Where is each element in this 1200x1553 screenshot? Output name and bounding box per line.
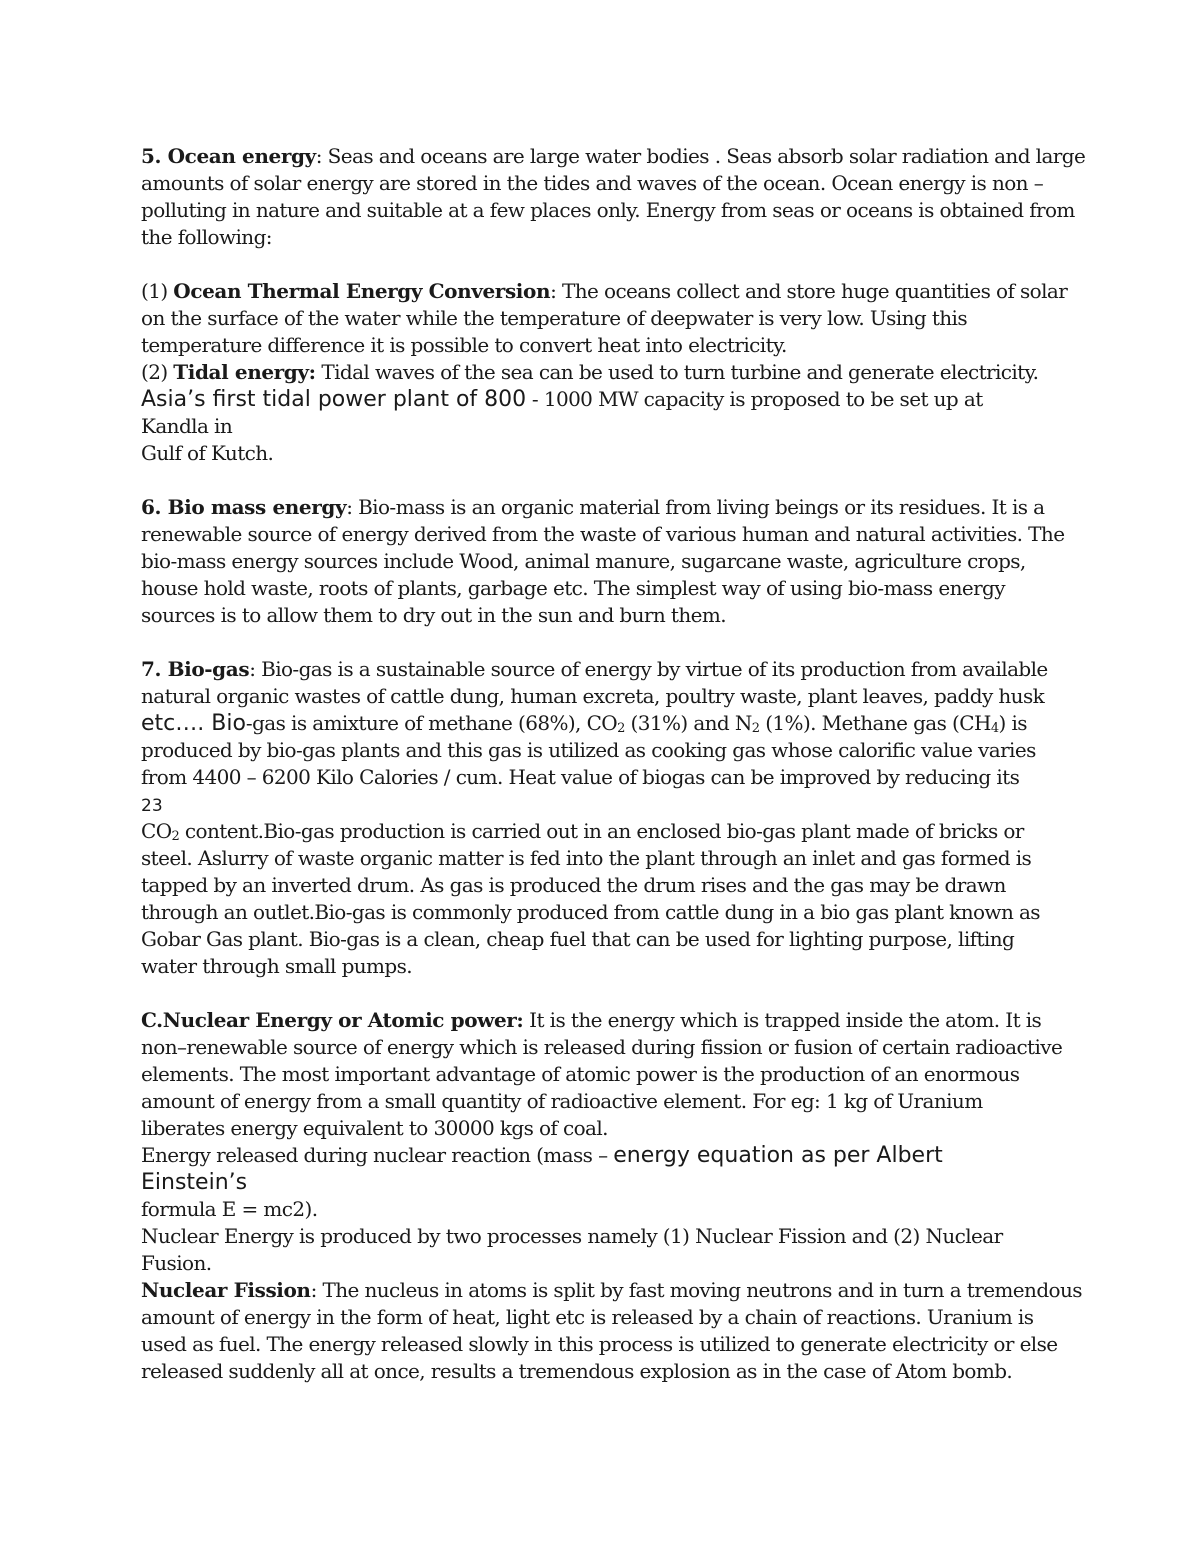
tidal-text: Tidal waves of the sea can be used to turn turbine and generate electricity. (315, 360, 1039, 384)
otec-line-1 (141, 278, 1066, 305)
nuclear-text: It is the energy which is trapped inside the atom. It is (523, 1008, 1042, 1032)
biogas-line-2: natural organic wastes of cattle dung, human excreta, poultry waste, plant leaves, paddy husk (141, 684, 1045, 708)
biomass-heading: 6. Bio mass energy (141, 495, 347, 519)
biogas-line-8: tapped by an inverted drum. As gas is produced the drum rises and the gas may be drawn (141, 873, 1006, 897)
biogas-text-3d: ) is (998, 711, 1027, 735)
biogas-text-6b: content.Bio-gas production is carried out in an enclosed bio-gas plant made of bricks or (179, 819, 1024, 843)
nuclear-highlight-2: Einstein’s (141, 1170, 248, 1195)
otec-number: (1) (141, 279, 174, 303)
fission-text: : The nucleus in atoms is split by fast moving neutrons and in turn a tremendous (310, 1278, 1082, 1302)
otec-text: : The oceans collect and store huge quantities of solar (550, 279, 1068, 303)
tidal-line-3: Kandla in (141, 414, 233, 438)
biogas-text-3c: (1%). Methane gas (CH (759, 711, 991, 735)
tidal-text-2: - 1000 MW capacity is proposed to be set up at (526, 387, 983, 411)
document-page (141, 143, 1086, 1385)
nuclear-line-6 (141, 1142, 1066, 1169)
biogas-heading: 7. Bio-gas (141, 657, 250, 681)
biogas-line-7: steel. Aslurry of waste organic matter is fed into the plant through an inlet and gas formed is (141, 846, 1032, 870)
fission-heading: Nuclear Fission (141, 1278, 311, 1302)
biogas-line-11: water through small pumps. (141, 954, 413, 978)
nuclear-line-1 (141, 1007, 1066, 1034)
nuclear-line-2: non–renewable source of energy which is released during fission or fusion of certain radioactive (141, 1035, 1063, 1059)
biogas-text-6a: CO (141, 819, 172, 843)
page-number (141, 791, 1066, 818)
nuclear-line-10: Fusion. (141, 1251, 212, 1275)
tidal-line-2 (141, 386, 1066, 413)
biomass-line-3: bio-mass energy sources include Wood, animal manure, sugarcane waste, agriculture crops, (141, 549, 1026, 573)
biomass-text: : Bio-mass is an organic material from living beings or its residues. It is a (346, 495, 1045, 519)
fission-line-2: amount of energy in the form of heat, light etc is released by a chain of reactions. Uranium is (141, 1305, 1034, 1329)
biogas-line-4: produced by bio-gas plants and this gas is utilized as cooking gas whose calorific value varies (141, 738, 1036, 762)
subscript: 2 (171, 829, 180, 844)
nuclear-line-4: amount of energy from a small quantity of radioactive element. For eg: 1 kg of Uranium (141, 1089, 983, 1113)
tidal-line-4: Gulf of Kutch. (141, 441, 274, 465)
tidal-highlight: Asia’s first tidal power plant of 800 (141, 387, 527, 412)
spacer (141, 629, 1066, 656)
subscript: 4 (990, 721, 999, 736)
tidal-line-1 (141, 359, 1066, 386)
nuclear-highlight-1: energy equation as per Albert (613, 1143, 943, 1168)
biogas-line-5: from 4400 – 6200 Kilo Calories / cum. Heat value of biogas can be improved by reducing its (141, 765, 1020, 789)
ocean-line-4: the following: (141, 225, 272, 249)
spacer (141, 251, 1066, 278)
otec-line-3: temperature difference it is possible to convert heat into electricity. (141, 333, 787, 357)
otec-heading: Ocean Thermal Energy Conversion (173, 279, 551, 303)
biogas-text-3b: (31%) and N (624, 711, 752, 735)
page-number-text: 23 (141, 796, 163, 816)
biogas-line-6 (141, 818, 1066, 845)
biogas-text: : Bio-gas is a sustainable source of energy by virtue of its production from available (249, 657, 1048, 681)
spacer (141, 980, 1066, 1007)
biomass-line-1 (141, 494, 1066, 521)
nuclear-heading: C.Nuclear Energy or Atomic power: (141, 1008, 524, 1032)
nuclear-line-9: Nuclear Energy is produced by two processes namely (1) Nuclear Fission and (2) Nuclear (141, 1224, 1003, 1248)
subscript: 2 (751, 721, 760, 736)
biogas-line-1 (141, 656, 1066, 683)
biomass-line-5: sources is to allow them to dry out in the sun and burn them. (141, 603, 726, 627)
spacer (141, 467, 1066, 494)
tidal-heading: Tidal energy: (173, 360, 316, 384)
biomass-line-4: house hold waste, roots of plants, garbage etc. The simplest way of using bio-mass energy (141, 576, 1005, 600)
ocean-text: : Seas and oceans are large water bodies . Seas absorb solar radiation and large (315, 144, 1086, 168)
biogas-line-3 (141, 710, 1066, 737)
nuclear-line-5: liberates energy equivalent to 30000 kgs of coal. (141, 1116, 608, 1140)
nuclear-line-7 (141, 1169, 1066, 1196)
subscript: 2 (617, 721, 625, 736)
ocean-line-2: amounts of solar energy are stored in the tides and waves of the ocean. Ocean energy is non – (141, 171, 1044, 195)
fission-line-1 (141, 1277, 1082, 1304)
nuclear-line-8: formula E = mc2). (141, 1197, 318, 1221)
otec-line-2: on the surface of the water while the temperature of deepwater is very low. Using this (141, 306, 968, 330)
nuclear-text-6: Energy released during nuclear reaction (mass – (141, 1143, 614, 1167)
biogas-line-10: Gobar Gas plant. Bio-gas is a clean, cheap fuel that can be used for lighting purpose, lifting (141, 927, 1015, 951)
biomass-line-2: renewable source of energy derived from the waste of various human and natural activities. The (141, 522, 1065, 546)
fission-line-4: released suddenly all at once, results a tremendous explosion as in the case of Atom bomb. (141, 1359, 1013, 1383)
fission-line-3: used as fuel. The energy released slowly in this process is utilized to generate electricity or else (141, 1332, 1058, 1356)
ocean-line-3: polluting in nature and suitable at a few places only. Energy from seas or oceans is obtained from (141, 198, 1075, 222)
biogas-text-3a: -gas is amixture of methane (68%), CO (245, 711, 618, 735)
ocean-line-1 (141, 143, 1086, 170)
tidal-number: (2) (141, 360, 174, 384)
nuclear-line-3: elements. The most important advantage of atomic power is the production of an enormous (141, 1062, 1020, 1086)
biogas-line-9: through an outlet.Bio-gas is commonly produced from cattle dung in a bio gas plant known as (141, 900, 1040, 924)
ocean-heading: 5. Ocean energy (141, 144, 316, 168)
biogas-highlight: etc…. Bio (141, 711, 246, 736)
